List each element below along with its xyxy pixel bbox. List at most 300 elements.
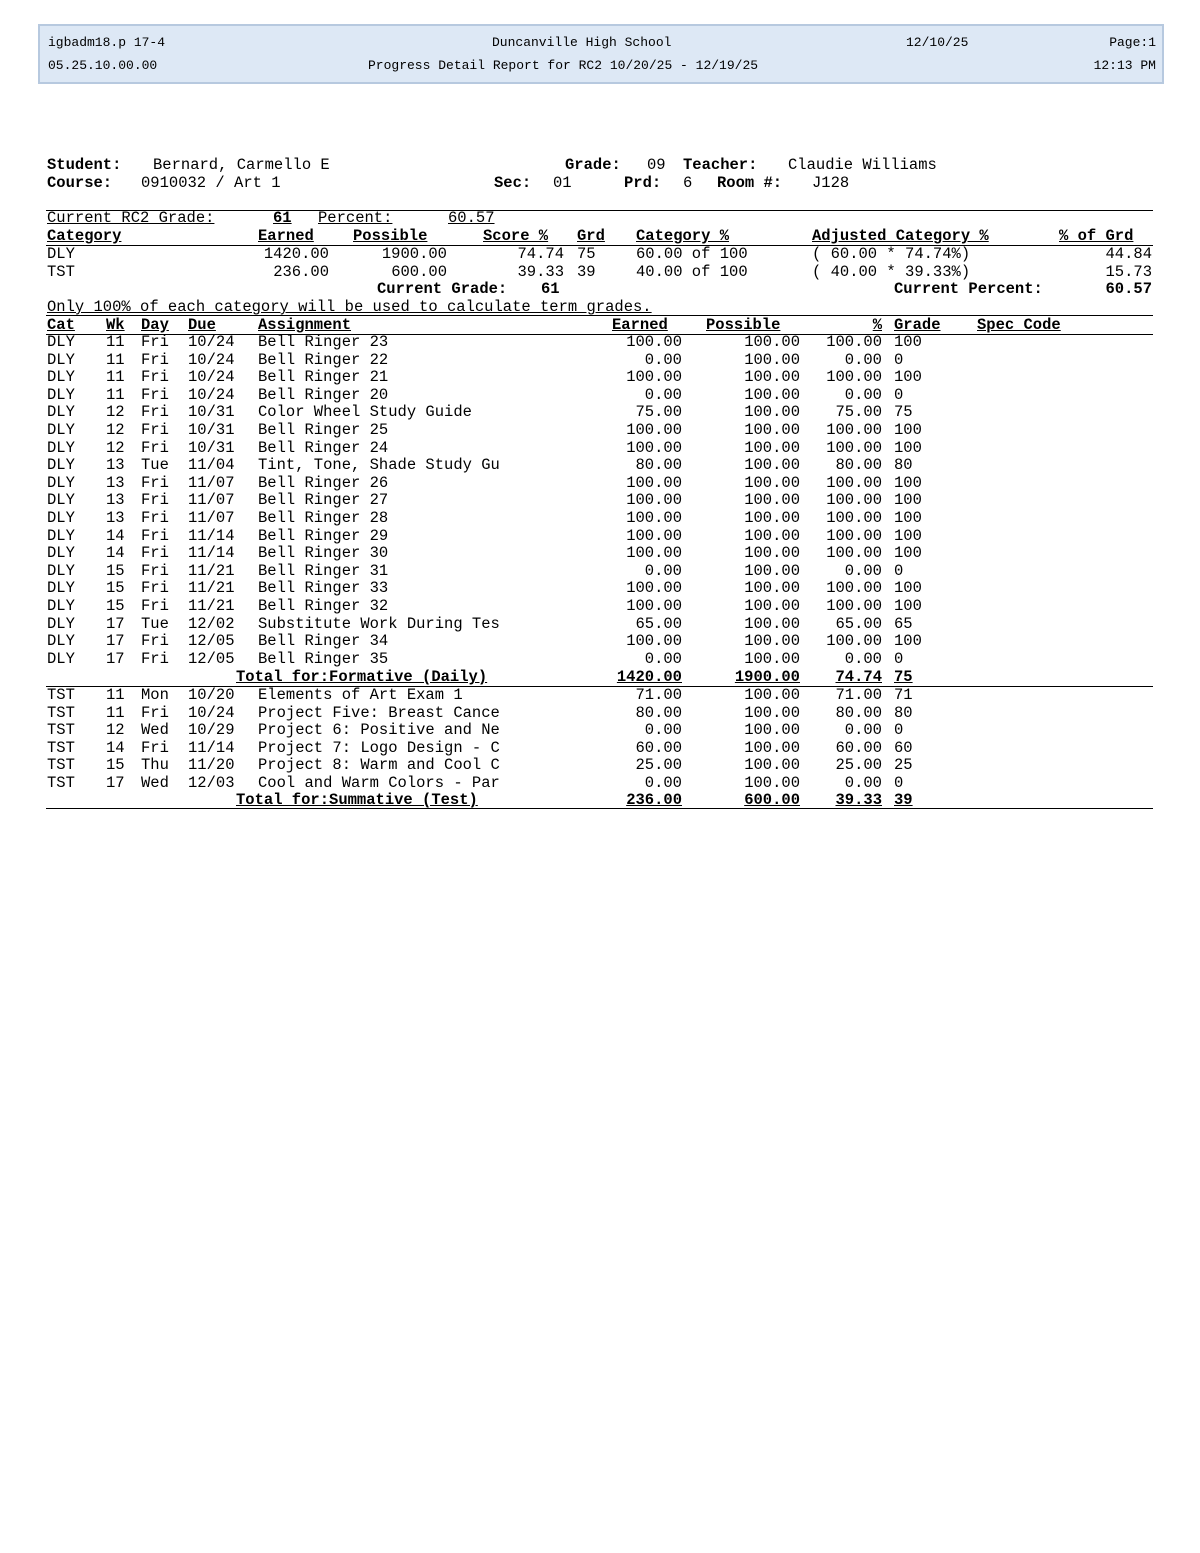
row-possible: 100.00 xyxy=(744,385,800,404)
row-grade: 100 xyxy=(894,421,922,439)
row-wk: 12 xyxy=(106,421,125,439)
row-possible: 100.00 xyxy=(744,632,800,651)
row-wk: 11 xyxy=(106,350,125,369)
total-label: Total for:Summative (Test) xyxy=(236,791,478,809)
row-grade: 75 xyxy=(894,403,913,422)
cat-code: DLY xyxy=(47,245,75,263)
row-pct: 0.00 xyxy=(844,561,882,580)
row-due: 12/03 xyxy=(188,774,235,792)
row-possible: 100.00 xyxy=(744,686,800,704)
grade-level: 09 xyxy=(647,156,666,174)
row-earned: 0.00 xyxy=(644,385,682,404)
row-earned: 100.00 xyxy=(626,632,682,651)
row-due: 10/20 xyxy=(188,686,235,704)
row-pct: 100.00 xyxy=(826,368,882,387)
row-due: 11/21 xyxy=(188,579,235,598)
col-day: Day xyxy=(141,316,169,334)
col-assignment: Assignment xyxy=(258,316,352,334)
row-wk: 17 xyxy=(106,649,125,668)
row-assignment-name: Elements of Art Exam 1 xyxy=(258,686,463,704)
row-pct: 0.00 xyxy=(844,649,882,668)
row-grade: 100 xyxy=(894,368,922,387)
cat-pct: 40.00 of 100 xyxy=(636,263,748,281)
row-possible: 100.00 xyxy=(744,756,800,775)
total-earned: 236.00 xyxy=(626,791,682,809)
row-due: 11/14 xyxy=(188,526,235,545)
row-possible: 100.00 xyxy=(744,738,800,757)
row-day: Fri xyxy=(141,385,169,404)
student-name: Bernard, Carmello E xyxy=(153,156,330,174)
row-due: 11/14 xyxy=(188,544,235,563)
cat-adjusted: ( 60.00 * 74.74%) xyxy=(812,245,971,263)
row-wk: 13 xyxy=(106,509,125,527)
row-assignment-name: Bell Ringer 20 xyxy=(258,385,389,404)
row-wk: 13 xyxy=(106,473,125,492)
row-possible: 100.00 xyxy=(744,597,800,615)
section: 01 xyxy=(553,174,572,192)
row-pct: 75.00 xyxy=(835,403,882,422)
row-cat: DLY xyxy=(47,649,75,668)
row-earned: 100.00 xyxy=(626,544,682,563)
row-due: 12/05 xyxy=(188,632,235,651)
row-wk: 14 xyxy=(106,526,125,545)
row-earned: 0.00 xyxy=(644,721,682,740)
divider xyxy=(46,808,1153,809)
col-a-earned: Earned xyxy=(612,316,668,334)
row-pct: 100.00 xyxy=(826,544,882,563)
row-grade: 100 xyxy=(894,438,922,457)
row-assignment-name: Bell Ringer 32 xyxy=(258,597,389,615)
term-note: Only 100% of each category will be used to calculate term grades. xyxy=(47,298,652,316)
row-possible: 100.00 xyxy=(744,561,800,580)
row-day: Tue xyxy=(141,614,169,633)
report-time: 12:13 PM xyxy=(1093,58,1156,73)
row-assignment-name: Bell Ringer 22 xyxy=(258,350,389,369)
summary-current-grade-label: Current Grade: xyxy=(377,280,508,298)
col-grd: Grd xyxy=(577,227,605,245)
cat-adjusted: ( 40.00 * 39.33%) xyxy=(812,263,971,281)
row-due: 11/20 xyxy=(188,756,235,775)
row-day: Fri xyxy=(141,368,169,387)
row-due: 12/02 xyxy=(188,614,235,633)
row-assignment-name: Bell Ringer 30 xyxy=(258,544,389,563)
row-wk: 17 xyxy=(106,614,125,633)
row-wk: 14 xyxy=(106,738,125,757)
row-possible: 100.00 xyxy=(744,350,800,369)
cat-score: 39.33 xyxy=(517,263,564,281)
row-day: Fri xyxy=(141,579,169,598)
row-wk: 11 xyxy=(106,333,125,351)
row-assignment-name: Bell Ringer 29 xyxy=(258,526,389,545)
row-assignment-name: Bell Ringer 25 xyxy=(258,421,389,439)
row-assignment-name: Bell Ringer 26 xyxy=(258,473,389,492)
row-wk: 13 xyxy=(106,456,125,475)
row-grade: 80 xyxy=(894,456,913,475)
row-cat: DLY xyxy=(47,561,75,580)
row-due: 10/24 xyxy=(188,703,235,722)
row-grade: 100 xyxy=(894,544,922,563)
cat-grd: 39 xyxy=(577,263,596,281)
row-due: 11/04 xyxy=(188,456,235,475)
row-assignment-name: Bell Ringer 21 xyxy=(258,368,389,387)
row-cat: DLY xyxy=(47,544,75,563)
row-possible: 100.00 xyxy=(744,368,800,387)
row-assignment-name: Substitute Work During Tes xyxy=(258,614,500,633)
row-cat: DLY xyxy=(47,491,75,510)
col-wk: Wk xyxy=(106,316,125,334)
row-earned: 60.00 xyxy=(635,738,682,757)
row-grade: 100 xyxy=(894,632,922,651)
summary-current-percent: 60.57 xyxy=(1105,280,1152,298)
row-cat: DLY xyxy=(47,385,75,404)
row-cat: DLY xyxy=(47,438,75,457)
total-pct: 39.33 xyxy=(835,791,882,809)
total-pct: 74.74 xyxy=(835,668,882,686)
cat-of-grd: 44.84 xyxy=(1105,245,1152,263)
row-pct: 100.00 xyxy=(826,491,882,510)
row-possible: 100.00 xyxy=(744,456,800,475)
section-label: Sec: xyxy=(494,174,532,192)
row-day: Fri xyxy=(141,703,169,722)
room: J128 xyxy=(812,174,850,192)
row-grade: 100 xyxy=(894,333,922,351)
current-grade-label: Current RC2 Grade: xyxy=(47,209,215,227)
row-pct: 60.00 xyxy=(835,738,882,757)
row-earned: 100.00 xyxy=(626,491,682,510)
row-earned: 100.00 xyxy=(626,509,682,527)
row-earned: 100.00 xyxy=(626,526,682,545)
total-earned: 1420.00 xyxy=(616,668,682,686)
cat-earned: 1420.00 xyxy=(263,245,329,263)
row-assignment-name: Bell Ringer 34 xyxy=(258,632,389,651)
row-due: 11/07 xyxy=(188,473,235,492)
row-day: Wed xyxy=(141,721,169,740)
col-pct-of-grd: % of Grd xyxy=(1059,227,1134,245)
row-wk: 11 xyxy=(106,686,125,704)
cat-score: 74.74 xyxy=(517,245,564,263)
current-grade: 61 xyxy=(273,209,292,227)
row-day: Fri xyxy=(141,438,169,457)
row-day: Mon xyxy=(141,686,169,704)
row-day: Fri xyxy=(141,509,169,527)
row-possible: 100.00 xyxy=(744,509,800,527)
col-category-pct: Category % xyxy=(636,227,730,245)
row-cat: DLY xyxy=(47,597,75,615)
row-possible: 100.00 xyxy=(744,491,800,510)
row-day: Wed xyxy=(141,774,169,792)
divider xyxy=(46,245,1153,246)
course-name: 0910032 / Art 1 xyxy=(141,174,281,192)
row-due: 11/14 xyxy=(188,738,235,757)
row-assignment-name: Bell Ringer 24 xyxy=(258,438,389,457)
row-grade: 100 xyxy=(894,491,922,510)
row-pct: 80.00 xyxy=(835,703,882,722)
row-earned: 100.00 xyxy=(626,333,682,351)
teacher-name: Claudie Williams xyxy=(788,156,937,174)
row-day: Fri xyxy=(141,333,169,351)
row-pct: 65.00 xyxy=(835,614,882,633)
program-id: igbadm18.p 17-4 xyxy=(48,35,166,50)
row-possible: 100.00 xyxy=(744,526,800,545)
row-earned: 100.00 xyxy=(626,473,682,492)
cat-earned: 236.00 xyxy=(273,263,329,281)
row-grade: 60 xyxy=(894,738,913,757)
report-date: 12/10/25 xyxy=(906,35,969,50)
cat-of-grd: 15.73 xyxy=(1105,263,1152,281)
row-wk: 13 xyxy=(106,491,125,510)
row-assignment-name: Bell Ringer 31 xyxy=(258,561,389,580)
row-day: Fri xyxy=(141,632,169,651)
school-name: Duncanville High School xyxy=(492,35,672,50)
period-label: Prd: xyxy=(624,174,662,192)
row-grade: 71 xyxy=(894,686,913,704)
row-assignment-name: Project 8: Warm and Cool C xyxy=(258,756,500,775)
row-grade: 0 xyxy=(894,649,904,668)
row-wk: 12 xyxy=(106,403,125,422)
row-earned: 100.00 xyxy=(626,438,682,457)
row-earned: 71.00 xyxy=(635,686,682,704)
row-earned: 100.00 xyxy=(626,421,682,439)
row-cat: DLY xyxy=(47,526,75,545)
total-grade: 75 xyxy=(894,668,913,686)
row-wk: 17 xyxy=(106,632,125,651)
row-cat: DLY xyxy=(47,333,75,351)
page-number: Page:1 xyxy=(1109,35,1156,50)
row-grade: 100 xyxy=(894,579,922,598)
col-category: Category xyxy=(47,227,122,245)
report-header xyxy=(38,24,1164,84)
row-wk: 15 xyxy=(106,579,125,598)
row-possible: 100.00 xyxy=(744,544,800,563)
row-cat: TST xyxy=(47,686,75,704)
row-assignment-name: Bell Ringer 27 xyxy=(258,491,389,510)
row-due: 11/21 xyxy=(188,597,235,615)
row-pct: 0.00 xyxy=(844,774,882,792)
course-label: Course: xyxy=(47,174,113,192)
col-score-pct: Score % xyxy=(483,227,549,245)
row-earned: 100.00 xyxy=(626,597,682,615)
period: 6 xyxy=(683,174,693,192)
row-day: Fri xyxy=(141,350,169,369)
row-cat: DLY xyxy=(47,632,75,651)
row-possible: 100.00 xyxy=(744,774,800,792)
cat-code: TST xyxy=(47,263,75,281)
row-due: 10/24 xyxy=(188,385,235,404)
row-grade: 65 xyxy=(894,614,913,633)
total-possible: 1900.00 xyxy=(734,668,800,686)
row-cat: DLY xyxy=(47,614,75,633)
row-pct: 100.00 xyxy=(826,579,882,598)
row-wk: 11 xyxy=(106,385,125,404)
row-grade: 0 xyxy=(894,774,904,792)
row-pct: 71.00 xyxy=(835,686,882,704)
row-cat: DLY xyxy=(47,456,75,475)
row-day: Fri xyxy=(141,597,169,615)
col-spec-code: Spec Code xyxy=(977,316,1061,334)
row-due: 11/07 xyxy=(188,491,235,510)
total-possible: 600.00 xyxy=(744,791,800,809)
row-cat: DLY xyxy=(47,368,75,387)
col-pct: % xyxy=(872,316,882,334)
row-pct: 100.00 xyxy=(826,526,882,545)
row-assignment-name: Bell Ringer 33 xyxy=(258,579,389,598)
col-possible: Possible xyxy=(353,227,428,245)
row-pct: 100.00 xyxy=(826,632,882,651)
row-day: Fri xyxy=(141,421,169,439)
row-assignment-name: Project 6: Positive and Ne xyxy=(258,721,500,740)
row-wk: 14 xyxy=(106,544,125,563)
report-title: Progress Detail Report for RC2 10/20/25 - 12/19/25 xyxy=(368,58,759,73)
row-possible: 100.00 xyxy=(744,649,800,668)
row-grade: 25 xyxy=(894,756,913,775)
cat-pct: 60.00 of 100 xyxy=(636,245,748,263)
room-label: Room #: xyxy=(717,174,783,192)
row-grade: 100 xyxy=(894,473,922,492)
row-earned: 80.00 xyxy=(635,703,682,722)
row-possible: 100.00 xyxy=(744,473,800,492)
row-day: Fri xyxy=(141,561,169,580)
row-due: 10/24 xyxy=(188,333,235,351)
row-earned: 0.00 xyxy=(644,649,682,668)
col-grade: Grade xyxy=(894,316,941,334)
row-earned: 75.00 xyxy=(635,403,682,422)
row-cat: TST xyxy=(47,721,75,740)
row-pct: 100.00 xyxy=(826,597,882,615)
row-pct: 25.00 xyxy=(835,756,882,775)
row-possible: 100.00 xyxy=(744,421,800,439)
row-due: 10/29 xyxy=(188,721,235,740)
row-possible: 100.00 xyxy=(744,721,800,740)
row-grade: 100 xyxy=(894,509,922,527)
row-pct: 0.00 xyxy=(844,350,882,369)
row-day: Fri xyxy=(141,473,169,492)
teacher-label: Teacher: xyxy=(683,156,758,174)
row-day: Fri xyxy=(141,403,169,422)
row-day: Fri xyxy=(141,526,169,545)
row-due: 12/05 xyxy=(188,649,235,668)
row-pct: 0.00 xyxy=(844,385,882,404)
row-grade: 0 xyxy=(894,350,904,369)
row-possible: 100.00 xyxy=(744,579,800,598)
row-day: Thu xyxy=(141,756,169,775)
row-day: Tue xyxy=(141,456,169,475)
row-pct: 0.00 xyxy=(844,721,882,740)
row-possible: 100.00 xyxy=(744,333,800,351)
row-cat: TST xyxy=(47,738,75,757)
cat-possible: 600.00 xyxy=(391,263,447,281)
col-cat: Cat xyxy=(47,316,75,334)
version: 05.25.10.00.00 xyxy=(48,58,158,73)
current-percent: 60.57 xyxy=(448,209,495,227)
row-pct: 100.00 xyxy=(826,421,882,439)
row-cat: TST xyxy=(47,774,75,792)
col-due: Due xyxy=(188,316,216,334)
row-assignment-name: Bell Ringer 23 xyxy=(258,333,389,351)
row-pct: 100.00 xyxy=(826,438,882,457)
row-earned: 0.00 xyxy=(644,350,682,369)
row-assignment-name: Bell Ringer 28 xyxy=(258,509,389,527)
row-day: Fri xyxy=(141,649,169,668)
row-assignment-name: Project Five: Breast Cance xyxy=(258,703,500,722)
row-due: 10/31 xyxy=(188,421,235,439)
row-grade: 0 xyxy=(894,561,904,580)
row-wk: 15 xyxy=(106,597,125,615)
total-label: Total for:Formative (Daily) xyxy=(236,668,488,686)
row-wk: 17 xyxy=(106,774,125,792)
row-pct: 100.00 xyxy=(826,333,882,351)
col-adjusted: Adjusted Category % xyxy=(812,227,989,245)
row-due: 10/24 xyxy=(188,350,235,369)
row-wk: 12 xyxy=(106,721,125,740)
row-cat: TST xyxy=(47,756,75,775)
row-cat: DLY xyxy=(47,579,75,598)
row-possible: 100.00 xyxy=(744,614,800,633)
current-percent-label: Percent: xyxy=(318,209,393,227)
row-day: Fri xyxy=(141,738,169,757)
row-grade: 80 xyxy=(894,703,913,722)
row-earned: 25.00 xyxy=(635,756,682,775)
row-earned: 80.00 xyxy=(635,456,682,475)
row-pct: 80.00 xyxy=(835,456,882,475)
row-grade: 100 xyxy=(894,597,922,615)
row-day: Fri xyxy=(141,544,169,563)
row-due: 11/07 xyxy=(188,509,235,527)
summary-current-grade: 61 xyxy=(541,280,560,298)
row-possible: 100.00 xyxy=(744,703,800,722)
total-grade: 39 xyxy=(894,791,913,809)
row-earned: 100.00 xyxy=(626,368,682,387)
row-due: 10/24 xyxy=(188,368,235,387)
row-pct: 100.00 xyxy=(826,509,882,527)
row-due: 10/31 xyxy=(188,438,235,457)
row-wk: 12 xyxy=(106,438,125,457)
row-cat: DLY xyxy=(47,403,75,422)
row-assignment-name: Color Wheel Study Guide xyxy=(258,403,472,422)
row-assignment-name: Project 7: Logo Design - C xyxy=(258,738,500,757)
row-earned: 100.00 xyxy=(626,579,682,598)
row-pct: 100.00 xyxy=(826,473,882,492)
row-wk: 15 xyxy=(106,756,125,775)
grade-level-label: Grade: xyxy=(565,156,621,174)
row-wk: 15 xyxy=(106,561,125,580)
row-grade: 100 xyxy=(894,526,922,545)
row-cat: DLY xyxy=(47,509,75,527)
col-a-possible: Possible xyxy=(706,316,781,334)
row-due: 10/31 xyxy=(188,403,235,422)
row-wk: 11 xyxy=(106,368,125,387)
row-cat: DLY xyxy=(47,473,75,492)
row-earned: 65.00 xyxy=(635,614,682,633)
summary-current-percent-label: Current Percent: xyxy=(894,280,1043,298)
row-grade: 0 xyxy=(894,385,904,404)
row-possible: 100.00 xyxy=(744,403,800,422)
row-earned: 0.00 xyxy=(644,561,682,580)
student-label: Student: xyxy=(47,156,122,174)
row-assignment-name: Cool and Warm Colors - Par xyxy=(258,774,500,792)
row-cat: DLY xyxy=(47,421,75,439)
row-possible: 100.00 xyxy=(744,438,800,457)
row-earned: 0.00 xyxy=(644,774,682,792)
cat-possible: 1900.00 xyxy=(381,245,447,263)
row-assignment-name: Bell Ringer 35 xyxy=(258,649,389,668)
row-due: 11/21 xyxy=(188,561,235,580)
row-cat: DLY xyxy=(47,350,75,369)
row-grade: 0 xyxy=(894,721,904,740)
row-wk: 11 xyxy=(106,703,125,722)
cat-grd: 75 xyxy=(577,245,596,263)
row-cat: TST xyxy=(47,703,75,722)
row-assignment-name: Tint, Tone, Shade Study Gu xyxy=(258,456,500,475)
